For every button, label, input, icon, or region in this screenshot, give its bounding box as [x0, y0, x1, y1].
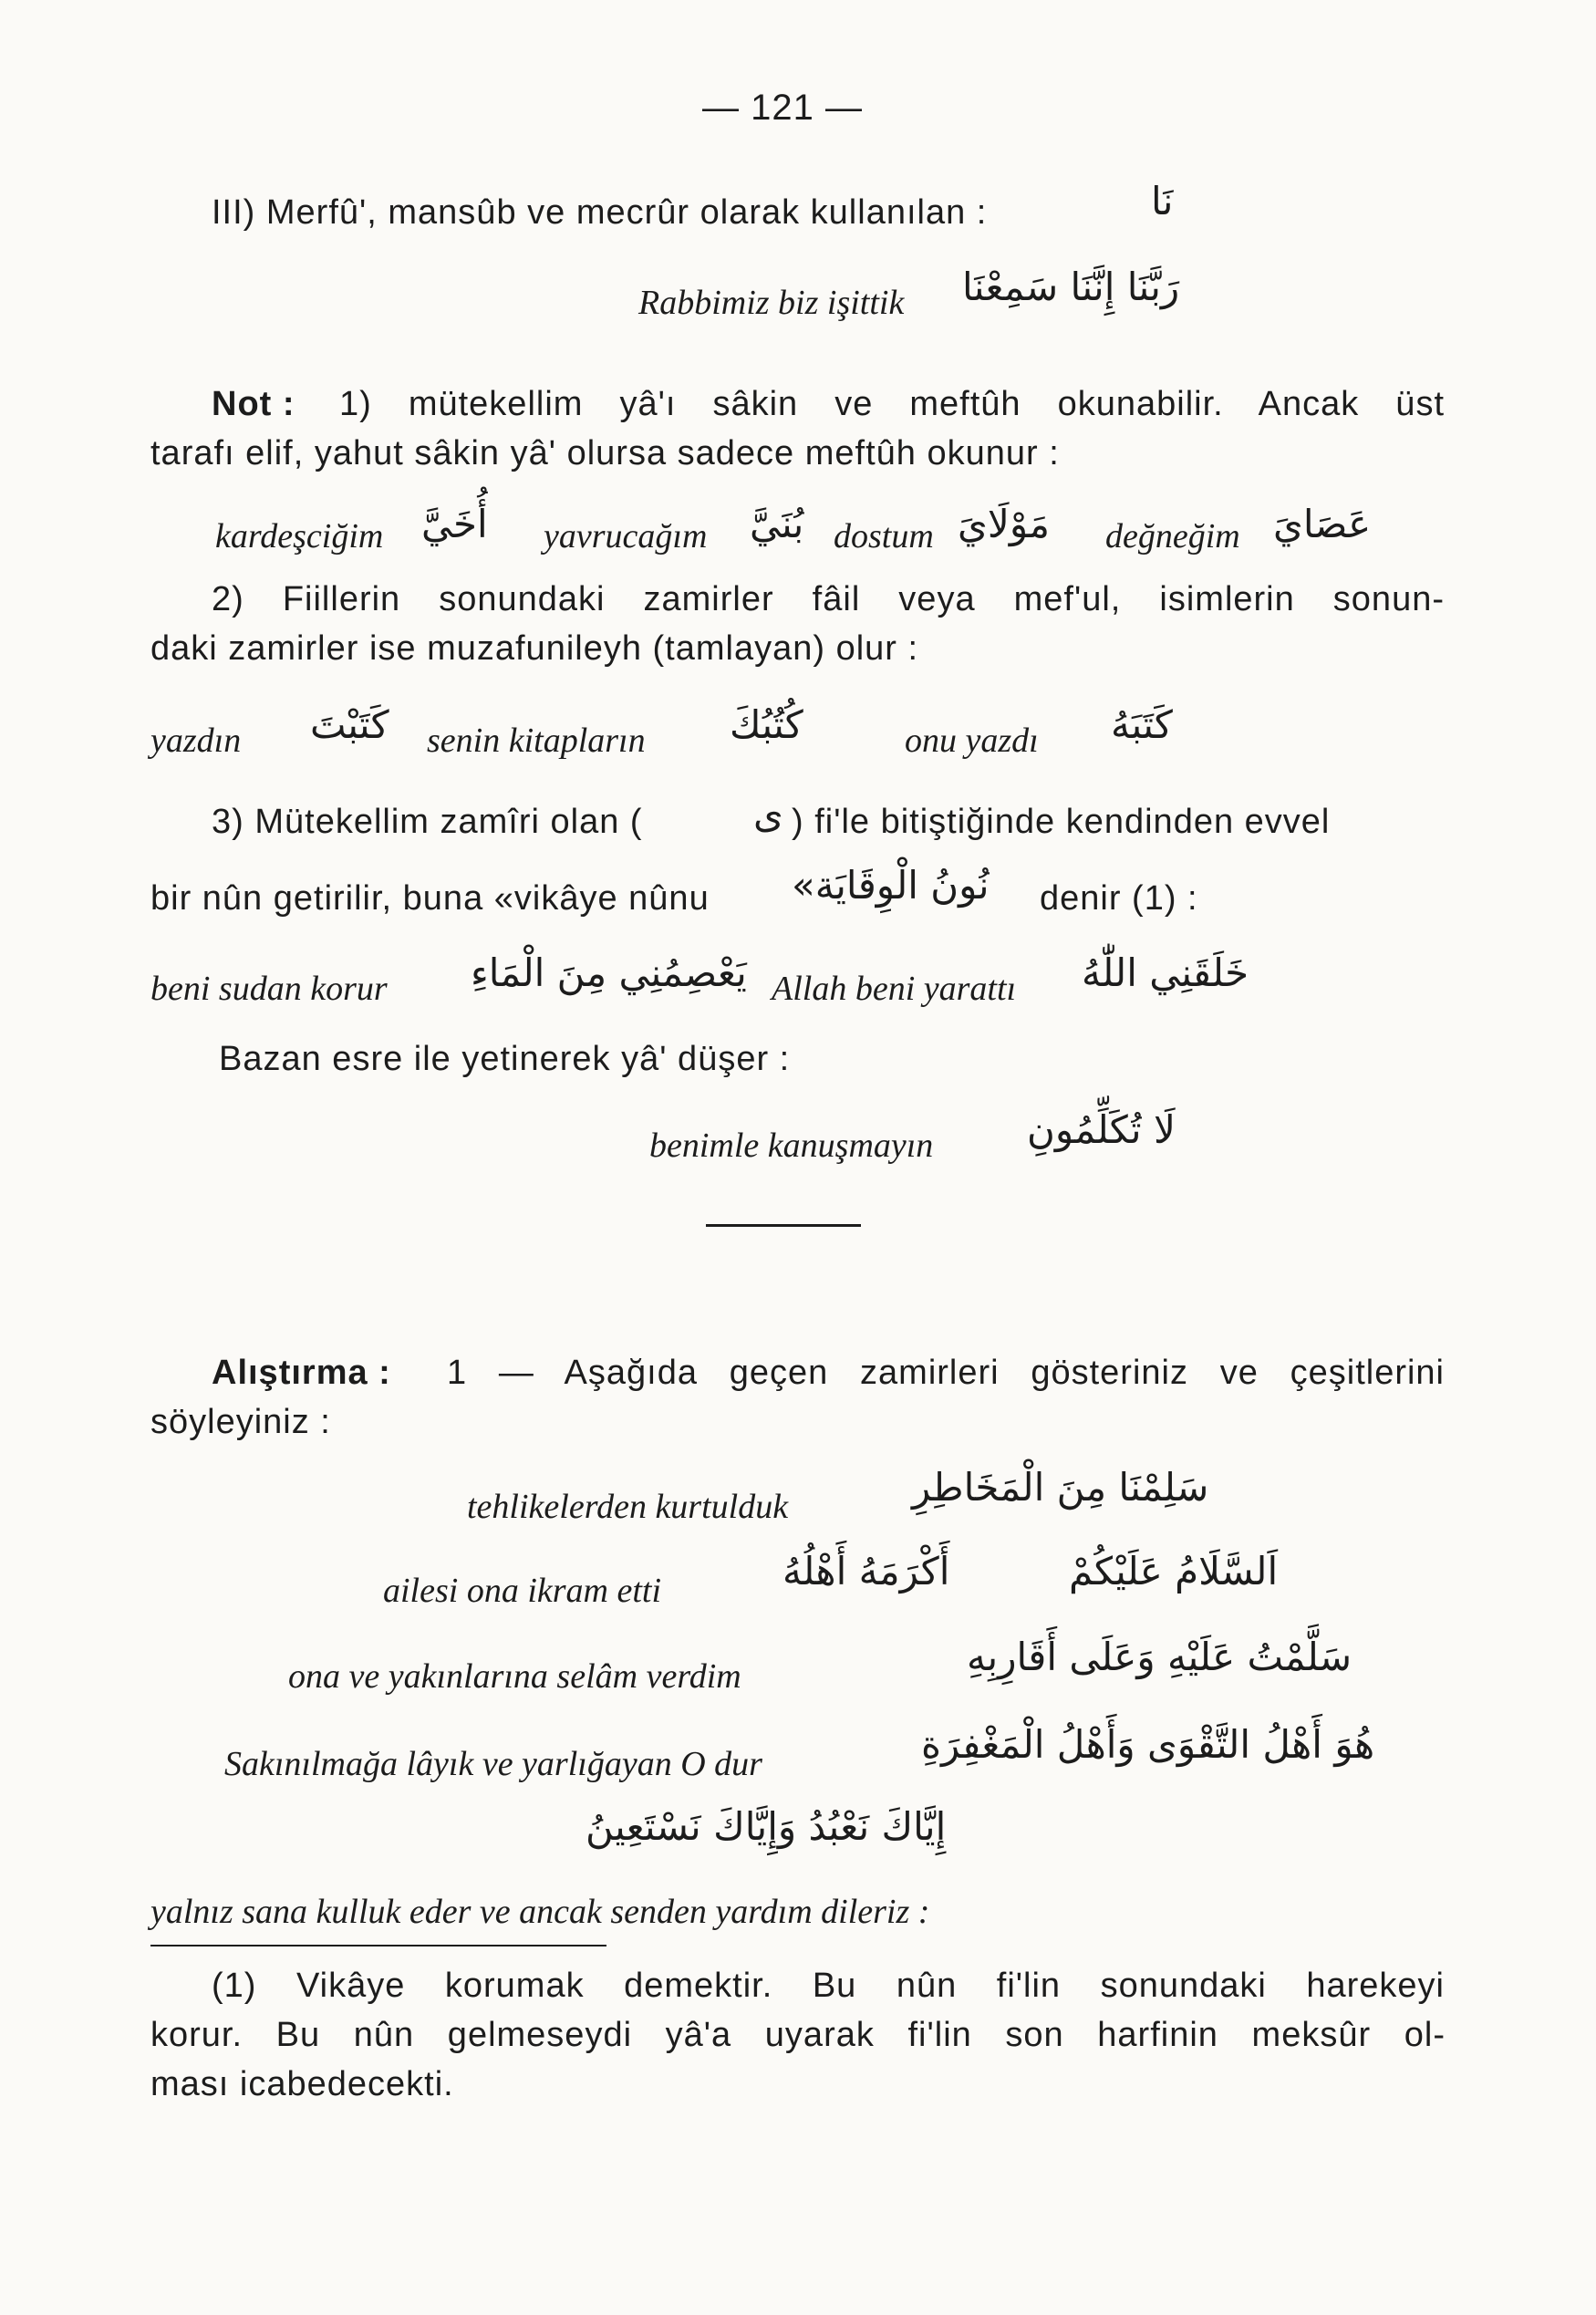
example-arabic: يَعْصِمُنِي مِنَ الْمَاءِ: [471, 950, 747, 995]
exercise-arabic: سَلَّمْتُ عَلَيْهِ وَعَلَى أَقَارِبِهِ: [967, 1635, 1352, 1679]
example-turkish: onu yazdı: [905, 721, 1039, 760]
section-heading-arabic: نَا: [1151, 179, 1174, 223]
example-arabic: أُخَيَّ: [421, 502, 488, 546]
note-paragraph-3: 3) Mütekellim zamîri olan (: [212, 803, 643, 841]
footnote-divider: [150, 1945, 606, 1946]
example-arabic: لَا تُكَلِّمُونِ: [1027, 1107, 1176, 1152]
exercise-turkish: ona ve yakınlarına selâm verdim: [288, 1657, 741, 1696]
example-turkish: değneğim: [1105, 517, 1240, 555]
example-turkish: kardeşciğim: [215, 517, 384, 555]
example-turkish: benimle kanuşmayın: [649, 1126, 934, 1165]
example-turkish: senin kitapların: [427, 721, 646, 760]
example-arabic: عَصَايَ: [1273, 502, 1372, 546]
note-paragraph-2: 2) Fiillerin sonundaki zamirler fâil veya mef'ul, isimlerin sonun-: [212, 580, 1445, 618]
note-paragraph-3: bir nûn getirilir, buna «vikâye nûnu: [150, 879, 710, 918]
exercise-arabic: هُوَ أَهْلُ التَّقْوَى وَأَهْلُ الْمَغْفِرَةِ: [921, 1722, 1375, 1767]
section-divider: [706, 1224, 861, 1227]
example-turkish: dostum: [834, 517, 934, 555]
exercise-instruction: 1 — Aşağıda geçen zamirleri gösteriniz ve çeşitlerini: [447, 1354, 1445, 1392]
exercise-turkish: Sakınılmağa lâyık ve yarlığayan O dur: [224, 1745, 762, 1783]
verse-arabic: إِيَّاكَ نَعْبُدُ وَإِيَّاكَ نَسْتَعِينُ: [586, 1804, 947, 1849]
exercise-instruction: söyleyiniz :: [150, 1403, 331, 1441]
example-turkish: Rabbimiz biz işittik: [638, 284, 905, 322]
note-paragraph-2: daki zamirler ise muzafunileyh (tamlayan) olur :: [150, 629, 919, 668]
footnote-line: ması icabedecekti.: [150, 2065, 454, 2103]
example-arabic: خَلَقَنِي اللّٰهُ: [1082, 950, 1249, 995]
note-line: tarafı elif, yahut sâkin yâ' olursa sadece meftûh okunur :: [150, 434, 1060, 472]
exercise-arabic: اَلسَّلَامُ عَلَيْكُمْ: [1069, 1549, 1279, 1594]
example-turkish: yazdın: [150, 721, 242, 760]
section-heading: III) Merfû', mansûb ve mecrûr olarak kullanılan :: [212, 193, 988, 232]
example-turkish: beni sudan korur: [150, 970, 388, 1008]
example-arabic: بُنَيَّ: [750, 502, 804, 546]
example-arabic: رَبَّنَا إِنَّنَا سَمِعْنَا: [962, 265, 1180, 309]
example-arabic: كَتَبْتَ: [310, 702, 389, 747]
exercise-arabic: أَكْرَمَهُ أَهْلُهُ: [782, 1549, 950, 1594]
note-line: 1) mütekellim yâ'ı sâkin ve meftûh okunabilir. Ancak üst: [339, 385, 1445, 423]
example-arabic: كُتُبُكَ: [730, 702, 803, 747]
exercise-turkish: tehlikelerden kurtulduk: [467, 1488, 789, 1526]
arabic-letter: ى: [753, 792, 783, 836]
example-arabic: مَوْلَايَ: [958, 502, 1051, 546]
note-paragraph-3: denir (1) :: [1040, 879, 1198, 918]
note-paragraph-4: Bazan esre ile yetinerek yâ' düşer :: [219, 1040, 791, 1078]
note-paragraph-3: ) fi'le bitiştiğinde kendinden evvel: [792, 803, 1331, 841]
exercise-arabic: سَلِمْنَا مِنَ الْمَخَاطِرِ: [912, 1465, 1209, 1510]
footnote-line: (1) Vikâye korumak demektir. Bu nûn fi'lin sonundaki harekeyi: [212, 1967, 1445, 2005]
note-label: Not :: [212, 385, 295, 423]
example-arabic: كَتَبَهُ: [1111, 702, 1173, 747]
exercise-turkish: ailesi ona ikram etti: [383, 1572, 662, 1610]
example-turkish: yavrucağım: [544, 517, 708, 555]
page-number: — 121 —: [702, 88, 863, 128]
arabic-term: نُونُ الْوِقَايَة»: [792, 863, 990, 908]
example-turkish: Allah beni yarattı: [772, 970, 1017, 1008]
verse-turkish: yalnız sana kulluk eder ve ancak senden yardım dileriz :: [150, 1893, 930, 1931]
exercise-label: Alıştırma :: [212, 1354, 391, 1392]
footnote-line: korur. Bu nûn gelmeseydi yâ'a uyarak fi'lin son harfinin meksûr ol-: [150, 2016, 1446, 2054]
